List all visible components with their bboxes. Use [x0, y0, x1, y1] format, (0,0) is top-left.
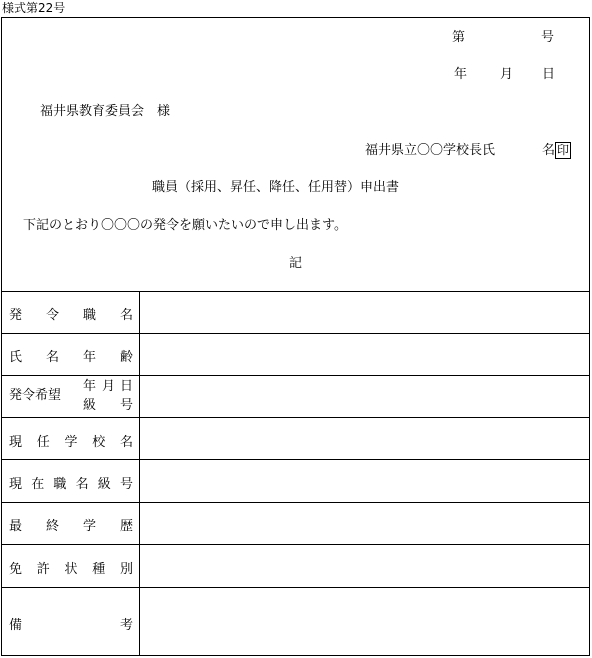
ki-marker: 記: [289, 256, 303, 271]
form-number: 様式第22号: [2, 1, 66, 15]
row-label-current-position-grade: 現 在 職 名 級 号: [9, 477, 133, 492]
date-day: 日: [542, 67, 556, 82]
final-education-field[interactable]: [140, 503, 589, 544]
document-title: 職員（採用、昇任、降任、任用替）申出書: [152, 180, 400, 195]
current-position-grade-field[interactable]: [140, 460, 589, 502]
row-label-desired-date-grade: 発令希望 年 月 日 級 号: [9, 379, 134, 413]
seal-stamp-box: 印: [556, 143, 569, 157]
row-label-final-education: 最 終 学 歴: [9, 519, 133, 534]
date-month: 月: [500, 67, 514, 82]
row-label-appointment-position: 発 令 職 名: [9, 308, 133, 323]
sender-name-char: 名: [542, 143, 556, 158]
name-age-field[interactable]: [140, 334, 589, 375]
row-label-license-type: 免 許 状 種 別: [9, 562, 133, 577]
number-suffix: 号: [541, 30, 555, 45]
addressee: 福井県教育委員会 様: [40, 104, 171, 119]
number-prefix: 第: [452, 30, 466, 45]
current-school-field[interactable]: [140, 418, 589, 459]
row-label-remarks: 備 考: [9, 618, 133, 633]
sender-title: 福井県立〇〇学校長氏: [365, 143, 496, 158]
appointment-position-field[interactable]: [140, 292, 589, 333]
row-label-name-age: 氏 名 年 齢: [9, 350, 133, 365]
date-year: 年: [454, 67, 468, 82]
body-text: 下記のとおり〇〇〇の発令を願いたいので申し出ます。: [23, 218, 347, 233]
desired-date-grade-field[interactable]: [140, 376, 589, 417]
remarks-field[interactable]: [140, 588, 589, 655]
license-type-field[interactable]: [140, 545, 589, 587]
row-label-current-school: 現 任 学 校 名: [9, 435, 133, 450]
